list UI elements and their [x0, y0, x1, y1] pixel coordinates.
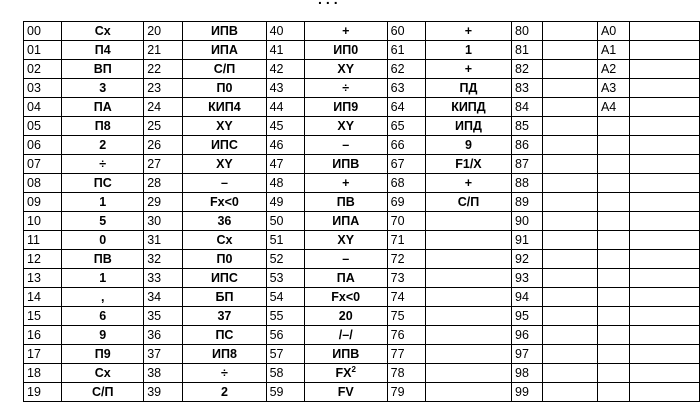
command-cell: FV: [304, 383, 387, 402]
command-cell: [543, 307, 598, 326]
table-row: [24, 307, 700, 326]
command-cell: [630, 326, 700, 345]
address-cell: 59: [266, 383, 304, 402]
command-cell: П8: [62, 117, 144, 136]
command-cell: ИПВ: [304, 155, 387, 174]
address-cell: 97: [512, 345, 543, 364]
address-cell: 07: [24, 155, 62, 174]
address-cell: 66: [387, 136, 425, 155]
address-cell: 62: [387, 60, 425, 79]
address-cell: 99: [512, 383, 543, 402]
address-cell: 08: [24, 174, 62, 193]
address-cell: 04: [24, 98, 62, 117]
command-cell: [543, 193, 598, 212]
address-cell: 98: [512, 364, 543, 383]
address-cell: 72: [387, 250, 425, 269]
command-cell: [543, 22, 598, 41]
table-row: [24, 326, 700, 345]
address-cell: 46: [266, 136, 304, 155]
address-cell: 61: [387, 41, 425, 60]
command-cell: [543, 345, 598, 364]
command-cell: [425, 307, 511, 326]
address-cell: 68: [387, 174, 425, 193]
command-cell: 2: [183, 383, 266, 402]
address-cell: 70: [387, 212, 425, 231]
command-cell: –: [304, 136, 387, 155]
command-cell: [630, 98, 700, 117]
command-cell: [630, 250, 700, 269]
address-cell: 53: [266, 269, 304, 288]
address-cell: 21: [144, 41, 183, 60]
address-cell: 81: [512, 41, 543, 60]
address-cell: 44: [266, 98, 304, 117]
command-cell: +: [425, 22, 511, 41]
command-cell: Fx<0: [183, 193, 266, 212]
address-cell: [597, 250, 629, 269]
command-cell: [425, 250, 511, 269]
address-cell: 67: [387, 155, 425, 174]
address-cell: 05: [24, 117, 62, 136]
command-cell: [630, 60, 700, 79]
command-cell: П0: [183, 250, 266, 269]
command-cell: П4: [62, 41, 144, 60]
address-cell: [597, 231, 629, 250]
address-cell: 22: [144, 60, 183, 79]
command-cell: 9: [425, 136, 511, 155]
table-row: [24, 193, 700, 212]
table-row: [24, 22, 700, 41]
command-cell: [543, 364, 598, 383]
address-cell: 02: [24, 60, 62, 79]
table-row: [24, 79, 700, 98]
address-cell: [597, 326, 629, 345]
address-cell: 38: [144, 364, 183, 383]
address-cell: 88: [512, 174, 543, 193]
command-cell: [425, 288, 511, 307]
cut-off-header: [0, 0, 700, 22]
address-cell: 41: [266, 41, 304, 60]
command-cell: ÷: [304, 79, 387, 98]
command-cell: [543, 155, 598, 174]
command-cell: [543, 383, 598, 402]
address-cell: [597, 174, 629, 193]
address-cell: [597, 288, 629, 307]
address-cell: 60: [387, 22, 425, 41]
address-cell: 27: [144, 155, 183, 174]
command-cell: [630, 288, 700, 307]
command-cell: С/П: [62, 383, 144, 402]
address-cell: 77: [387, 345, 425, 364]
address-cell: 11: [24, 231, 62, 250]
address-cell: A3: [597, 79, 629, 98]
address-cell: 92: [512, 250, 543, 269]
table-row: [24, 117, 700, 136]
command-cell: [630, 155, 700, 174]
program-listing-table: [23, 21, 700, 402]
address-cell: [597, 212, 629, 231]
command-cell: [425, 231, 511, 250]
command-cell: 36: [183, 212, 266, 231]
command-cell: +: [304, 174, 387, 193]
command-cell: [630, 79, 700, 98]
command-cell: ПС: [183, 326, 266, 345]
address-cell: 19: [24, 383, 62, 402]
command-cell: 20: [304, 307, 387, 326]
address-cell: 29: [144, 193, 183, 212]
command-cell: [543, 288, 598, 307]
address-cell: 39: [144, 383, 183, 402]
address-cell: 33: [144, 269, 183, 288]
command-cell: Cx: [183, 231, 266, 250]
address-cell: 86: [512, 136, 543, 155]
address-cell: 58: [266, 364, 304, 383]
table-row: [24, 136, 700, 155]
address-cell: 31: [144, 231, 183, 250]
address-cell: [597, 364, 629, 383]
address-cell: 85: [512, 117, 543, 136]
address-cell: 64: [387, 98, 425, 117]
command-cell: F1/X: [425, 155, 511, 174]
address-cell: 52: [266, 250, 304, 269]
address-cell: 83: [512, 79, 543, 98]
command-cell: $FX^2$: [304, 364, 387, 383]
command-cell: ИПС: [183, 269, 266, 288]
address-cell: 74: [387, 288, 425, 307]
command-cell: ПА: [62, 98, 144, 117]
address-cell: 09: [24, 193, 62, 212]
address-cell: 10: [24, 212, 62, 231]
command-cell: /–/: [304, 326, 387, 345]
command-cell: ИПВ: [304, 345, 387, 364]
address-cell: 12: [24, 250, 62, 269]
address-cell: A0: [597, 22, 629, 41]
command-cell: XY: [304, 231, 387, 250]
address-cell: [597, 155, 629, 174]
address-cell: A1: [597, 41, 629, 60]
address-cell: 87: [512, 155, 543, 174]
command-cell: +: [425, 60, 511, 79]
command-cell: ИПА: [183, 41, 266, 60]
table-row: [24, 250, 700, 269]
address-cell: 48: [266, 174, 304, 193]
command-cell: [543, 79, 598, 98]
command-cell: [630, 307, 700, 326]
table-row: [24, 212, 700, 231]
command-cell: С/П: [183, 60, 266, 79]
command-cell: Cx: [62, 22, 144, 41]
address-cell: 28: [144, 174, 183, 193]
command-cell: ПВ: [304, 193, 387, 212]
address-cell: 79: [387, 383, 425, 402]
command-cell: 1: [62, 269, 144, 288]
address-cell: 95: [512, 307, 543, 326]
command-cell: XY: [183, 155, 266, 174]
command-cell: [543, 212, 598, 231]
address-cell: 93: [512, 269, 543, 288]
address-cell: 51: [266, 231, 304, 250]
command-cell: ПС: [62, 174, 144, 193]
command-cell: XY: [183, 117, 266, 136]
command-cell: ИПС: [183, 136, 266, 155]
address-cell: 06: [24, 136, 62, 155]
command-cell: [630, 231, 700, 250]
address-cell: 75: [387, 307, 425, 326]
address-cell: 50: [266, 212, 304, 231]
address-cell: 14: [24, 288, 62, 307]
command-cell: 37: [183, 307, 266, 326]
command-cell: ÷: [62, 155, 144, 174]
address-cell: 13: [24, 269, 62, 288]
command-cell: [630, 22, 700, 41]
table-row: [24, 288, 700, 307]
address-cell: 78: [387, 364, 425, 383]
command-cell: [543, 231, 598, 250]
address-cell: 24: [144, 98, 183, 117]
address-cell: [597, 307, 629, 326]
address-cell: [597, 136, 629, 155]
command-cell: [630, 136, 700, 155]
address-cell: 45: [266, 117, 304, 136]
command-cell: [425, 345, 511, 364]
address-cell: 47: [266, 155, 304, 174]
address-cell: 57: [266, 345, 304, 364]
address-cell: A4: [597, 98, 629, 117]
address-cell: 56: [266, 326, 304, 345]
command-cell: ИПД: [425, 117, 511, 136]
command-cell: ИПВ: [183, 22, 266, 41]
address-cell: 94: [512, 288, 543, 307]
superscript: 2: [351, 365, 356, 374]
address-cell: [597, 117, 629, 136]
command-cell: [630, 212, 700, 231]
address-cell: 42: [266, 60, 304, 79]
address-cell: 16: [24, 326, 62, 345]
command-cell: [543, 98, 598, 117]
command-cell: [425, 326, 511, 345]
header-fragment: [318, 0, 342, 7]
table-row: [24, 345, 700, 364]
command-cell: 0: [62, 231, 144, 250]
command-cell: [543, 269, 598, 288]
command-cell: [543, 117, 598, 136]
address-cell: 43: [266, 79, 304, 98]
command-cell: 6: [62, 307, 144, 326]
address-cell: 65: [387, 117, 425, 136]
command-cell: [543, 174, 598, 193]
command-cell: ,: [62, 288, 144, 307]
command-cell: ВП: [62, 60, 144, 79]
address-cell: 89: [512, 193, 543, 212]
command-cell: ИП8: [183, 345, 266, 364]
command-cell: П0: [183, 79, 266, 98]
address-cell: 76: [387, 326, 425, 345]
address-cell: 96: [512, 326, 543, 345]
command-cell: [425, 269, 511, 288]
command-cell: [630, 41, 700, 60]
command-cell: Fx<0: [304, 288, 387, 307]
command-cell: ПД: [425, 79, 511, 98]
command-cell: [630, 269, 700, 288]
command-cell: БП: [183, 288, 266, 307]
address-cell: 32: [144, 250, 183, 269]
address-cell: 69: [387, 193, 425, 212]
command-cell: [543, 250, 598, 269]
address-cell: [597, 383, 629, 402]
address-cell: 18: [24, 364, 62, 383]
command-cell: ПВ: [62, 250, 144, 269]
table-row: [24, 364, 700, 383]
command-cell: ПА: [304, 269, 387, 288]
address-cell: 55: [266, 307, 304, 326]
command-cell: 3: [62, 79, 144, 98]
table-row: [24, 60, 700, 79]
command-cell: [630, 117, 700, 136]
address-cell: 49: [266, 193, 304, 212]
table-row: [24, 174, 700, 193]
command-cell: Cx: [62, 364, 144, 383]
address-cell: 15: [24, 307, 62, 326]
command-cell: [543, 136, 598, 155]
command-cell: [425, 383, 511, 402]
command-cell: [543, 60, 598, 79]
address-cell: 26: [144, 136, 183, 155]
command-cell: 5: [62, 212, 144, 231]
table-row: [24, 231, 700, 250]
address-cell: 23: [144, 79, 183, 98]
command-cell: [630, 383, 700, 402]
address-cell: 35: [144, 307, 183, 326]
command-cell: [630, 364, 700, 383]
address-cell: 73: [387, 269, 425, 288]
command-cell: КИПД: [425, 98, 511, 117]
address-cell: 03: [24, 79, 62, 98]
address-cell: 25: [144, 117, 183, 136]
command-cell: [630, 345, 700, 364]
address-cell: 36: [144, 326, 183, 345]
command-cell: [543, 326, 598, 345]
address-cell: 63: [387, 79, 425, 98]
command-cell: [630, 174, 700, 193]
command-cell: 9: [62, 326, 144, 345]
address-cell: 00: [24, 22, 62, 41]
command-cell: [425, 212, 511, 231]
address-cell: 54: [266, 288, 304, 307]
table-row: [24, 383, 700, 402]
address-cell: 91: [512, 231, 543, 250]
address-cell: 34: [144, 288, 183, 307]
address-cell: [597, 193, 629, 212]
command-cell: –: [183, 174, 266, 193]
command-cell: 2: [62, 136, 144, 155]
command-cell: [543, 41, 598, 60]
command-cell: С/П: [425, 193, 511, 212]
command-cell: ИП0: [304, 41, 387, 60]
command-cell: ИПА: [304, 212, 387, 231]
address-cell: [597, 269, 629, 288]
address-cell: [597, 345, 629, 364]
table-row: [24, 98, 700, 117]
table-row: [24, 41, 700, 60]
address-cell: 37: [144, 345, 183, 364]
table-row: [24, 269, 700, 288]
command-cell: 1: [425, 41, 511, 60]
address-cell: 30: [144, 212, 183, 231]
address-cell: 20: [144, 22, 183, 41]
address-cell: 80: [512, 22, 543, 41]
address-cell: 17: [24, 345, 62, 364]
command-cell: XY: [304, 60, 387, 79]
table-row: [24, 155, 700, 174]
command-cell: [425, 364, 511, 383]
command-cell: +: [425, 174, 511, 193]
address-cell: A2: [597, 60, 629, 79]
address-cell: 82: [512, 60, 543, 79]
command-cell: [630, 193, 700, 212]
command-cell: КИП4: [183, 98, 266, 117]
address-cell: 90: [512, 212, 543, 231]
address-cell: 84: [512, 98, 543, 117]
address-cell: 40: [266, 22, 304, 41]
command-cell: +: [304, 22, 387, 41]
command-cell: XY: [304, 117, 387, 136]
address-cell: 01: [24, 41, 62, 60]
command-cell: –: [304, 250, 387, 269]
command-cell: П9: [62, 345, 144, 364]
command-cell: 1: [62, 193, 144, 212]
address-cell: 71: [387, 231, 425, 250]
command-cell: ИП9: [304, 98, 387, 117]
command-cell: ÷: [183, 364, 266, 383]
